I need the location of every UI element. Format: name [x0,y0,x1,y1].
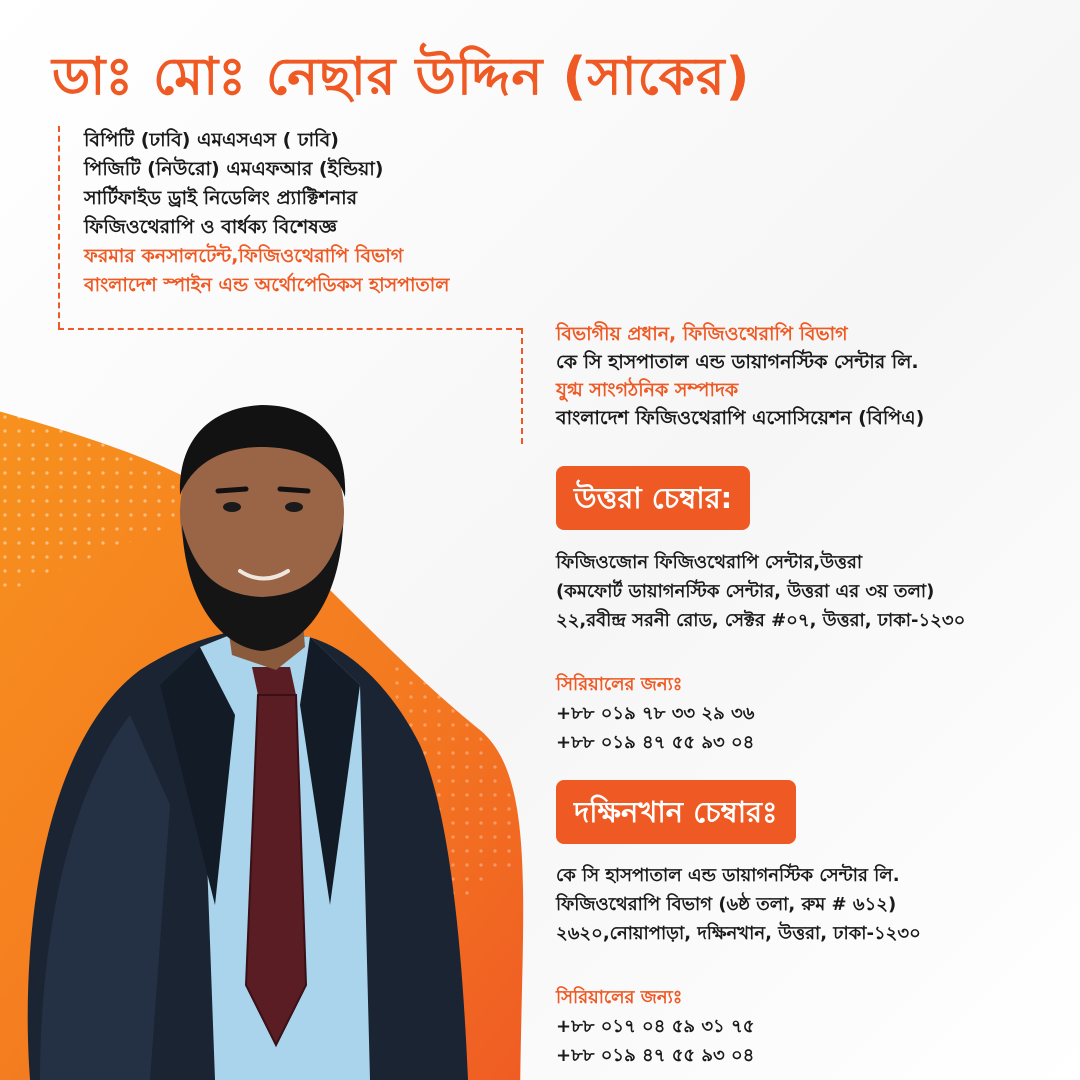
chamber-dakshinkhan-address [556,861,921,948]
dashed-connector-right [521,328,523,444]
address-line: ফিজিওজোন ফিজিওথেরাপি সেন্টার,উত্তরা [556,552,863,573]
address-line: কে সি হাসপাতাল এন্ড ডায়াগনস্টিক সেন্টার লি. [556,865,900,886]
credential-line: সার্টিফাইড ড্রাই নিডেলিং প্র্যাক্টিশনার [84,187,358,209]
chamber-uttara-badge: উত্তরা চেম্বার: [556,466,750,530]
dashed-connector-horizontal [58,328,522,330]
head-org: কে সি হাসপাতাল এন্ড ডায়াগনস্টিক সেন্টার লি. [556,351,919,373]
head-title: বিভাগীয় প্রধান, ফিজিওথেরাপি বিভাগ [556,323,848,345]
address-line: (কমফোর্ট ডায়াগনস্টিক সেন্টার, উত্তরা এর ৩য় তলা) [556,581,935,602]
association-title: যুগ্ম সাংগঠনিক সম্পাদক [556,379,739,401]
chamber-dakshinkhan-serial [556,983,754,1070]
positions-block [556,320,924,432]
address-line: ২২,রবীন্দ্র সরনী রোড, সেক্টর #০৭, উত্তরা, ঢাকা-১২৩০ [556,610,966,631]
former-role: ফরমার কনসালটেন্ট,ফিজিওথেরাপি বিভাগ [84,245,404,267]
phone-number: +৮৮ ০১৯ ৪৭ ৫৫ ৯৩ ০৪ [556,732,755,753]
chamber-dakshinkhan-badge: দক্ষিনখান চেম্বারঃ [556,780,796,844]
credential-line: বিপিটি (ঢাবি) এমএসএস ( ঢাবি) [84,129,339,151]
phone-number: +৮৮ ০১৭ ০৪ ৫৯ ৩১ ৭৫ [556,1016,755,1037]
chamber-uttara-serial [556,670,754,757]
phone-number: +৮৮ ০১৯ ৭৮ ৩৩ ২৯ ৩৬ [556,703,755,724]
credentials-block [84,126,449,300]
association-org: বাংলাদেশ ফিজিওথেরাপি এসোসিয়েশন (বিপিএ) [556,407,925,429]
doctor-name-title: ডাঃ মোঃ নেছার উদ্দিন (সাকের) [52,47,751,107]
chamber-uttara-address [556,548,965,635]
dashed-connector-left [58,126,60,328]
address-line: ফিজিওথেরাপি বিভাগ (৬ষ্ঠ তলা, রুম # ৬১২) [556,894,897,915]
former-hospital: বাংলাদেশ স্পাইন এন্ড অর্থোপেডিকস হাসপাতাল [84,274,450,296]
address-line: ২৬২০,নোয়াপাড়া, দক্ষিনখান, উত্তরা, ঢাকা-১২৩০ [556,923,921,944]
doctor-portrait-illustration [0,385,520,1080]
serial-label: সিরিয়ালের জন্যঃ [556,987,683,1008]
phone-number: +৮৮ ০১৯ ৪৭ ৫৫ ৯৩ ০৪ [556,1045,755,1066]
credential-line: পিজিটি (নিউরো) এমএফআর (ইন্ডিয়া) [84,158,384,180]
credential-line: ফিজিওথেরাপি ও বার্ধক্য বিশেষজ্ঞ [84,216,337,238]
serial-label: সিরিয়ালের জন্যঃ [556,674,683,695]
